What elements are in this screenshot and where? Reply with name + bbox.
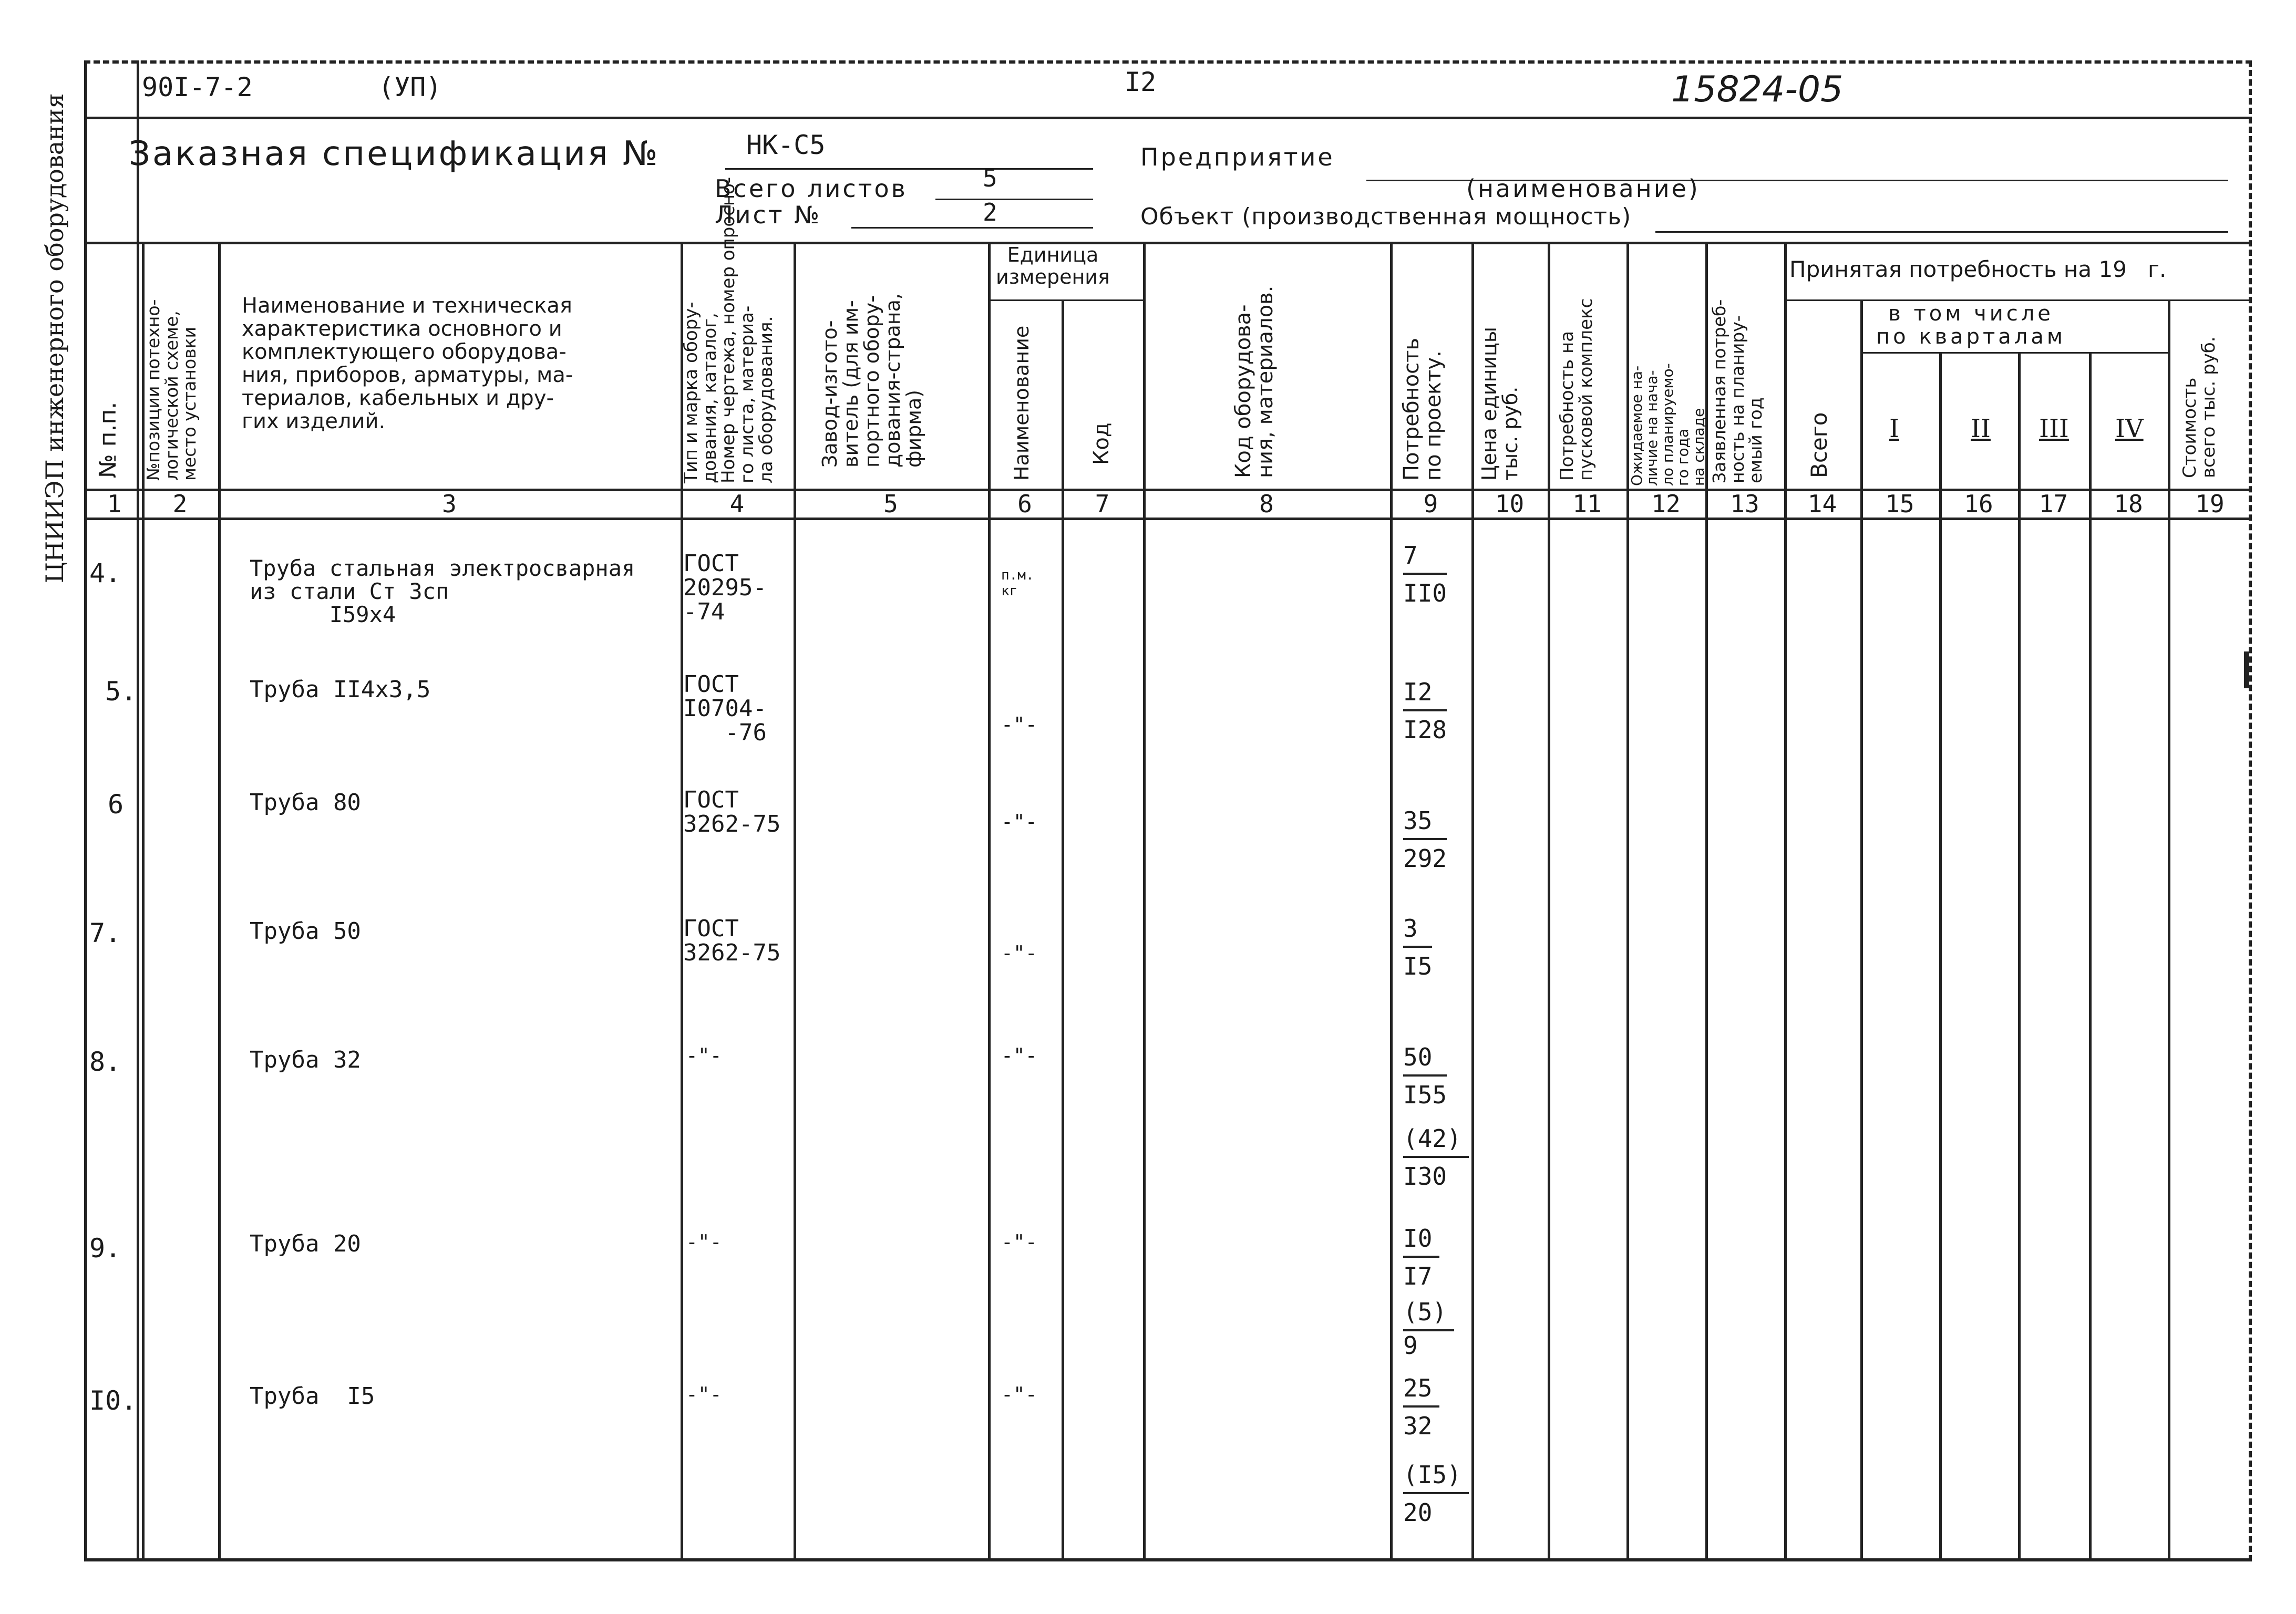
sheet-label: Лист № [715,201,822,229]
row-9-name: Труба 20 [250,1230,361,1257]
row-10-extra-bottom: 20 [1403,1498,1433,1527]
side-stamp: ЦНИИЭП инженерного оборудования [40,93,69,583]
row-10-need-bottom: 32 [1403,1412,1433,1440]
col-number-2: 2 [172,490,188,518]
col-number-5: 5 [883,490,898,518]
row-5-no: 5. [105,676,137,707]
enterprise-label: Предприятие [1140,143,1335,171]
row-10-name: Труба I5 [250,1383,375,1410]
col-header-4: Тип и марка обору- дования, каталог, Номер чертежа, номер опросно- го листа, материа- ла оборудования. [681,177,777,483]
col-number-18: 18 [2114,490,2143,518]
row-10-extra-top: (I5) [1403,1461,1469,1494]
col-number-17: 17 [2038,490,2068,518]
col-header-19: Стоимость всего тыс. руб. [2179,336,2219,478]
row-9-extra-bottom: 9 [1403,1331,1418,1360]
col-number-15: 15 [1885,490,1914,518]
row-7-type: ГОСТ 3262-75 [683,915,781,967]
row-4-no: 4. [89,558,121,588]
row-9-unit: -"- [1001,1230,1037,1254]
row-9-need-top: I0 [1403,1224,1439,1258]
col-number-14: 14 [1807,490,1837,518]
col-number-1: 1 [107,490,122,518]
col-number-6: 6 [1017,490,1032,518]
col-header-12: Ожидаемое на- личие на нача- ло планируемо- го года на складе [1628,363,1707,486]
row-7-no: 7. [89,918,121,948]
row-8-extra-bottom: I30 [1403,1162,1447,1191]
row-7-need-bottom: I5 [1403,952,1433,980]
total-sheets: 5 [983,164,997,192]
row-7-unit: -"- [1001,942,1037,965]
row-4-unit: п.м. кг [1001,567,1034,599]
row-8-need [1403,1043,1447,1109]
row-6-type: ГОСТ 3262-75 [683,787,781,838]
col-header-13: Заявленная потреб- ность на планиру- емый год [1709,299,1766,483]
row-6-name: Труба 80 [250,789,361,816]
sheet-number: 2 [983,198,997,226]
page-frame [84,60,2252,1561]
row-10-need [1403,1374,1439,1440]
col-header-7: Код [1089,422,1114,465]
col-header-1: № п.п. [95,401,121,478]
row-4-name: Труба стальная электросварная из стали Ст 3сп I59x4 [250,555,635,628]
col-number-4: 4 [729,490,745,518]
row-9-need-extra [1403,1298,1454,1360]
spec-number: НК-С5 [746,130,826,160]
row-6-need-bottom: 292 [1403,844,1447,873]
row-5-name: Труба II4x3,5 [250,676,431,703]
row-7-need [1403,914,1432,980]
row-10-type: -"- [686,1383,722,1406]
row-7-name: Труба 50 [250,918,361,945]
col-header-2: №позиции потехно- логической схеме, место установки [143,299,200,481]
col-header-5: Завод-изгото- витель (для им- портного обору- дования-страна, фирма) [818,293,925,468]
row-4-need [1403,541,1447,607]
row-10-need-extra [1403,1461,1469,1527]
row-8-need-bottom: I55 [1403,1081,1447,1109]
col-header-18: IV [2115,414,2144,443]
row-5-type: ГОСТ I0704- -76 [683,671,767,747]
col-number-7: 7 [1095,490,1110,518]
row-7-need-top: 3 [1403,914,1432,948]
col-number-12: 12 [1651,490,1681,518]
registration-number: 15824-05 [1671,69,1844,110]
row-8-need-top: 50 [1403,1043,1447,1077]
col-number-8: 8 [1259,490,1274,518]
col-header-14: Всего [1806,412,1832,478]
row-4-type: ГОСТ 20295- -74 [683,550,767,626]
object-label: Объект (производственная мощность) [1140,203,1632,230]
row-6-need [1403,806,1447,873]
doc-code: 90I-7-2 [142,72,253,102]
col-header-3: Наименование и техническая характеристика основного и комплектующего оборудова- ния, приборов, арматуры, ма- териалов, кабельных и дру- гих изделий. [242,294,573,433]
col-number-11: 11 [1572,490,1602,518]
name-caption: (наименование) [1466,174,1700,203]
row-4-need-bottom: II0 [1403,579,1447,607]
col-header-15: I [1889,414,1899,443]
row-8-extra-top: (42) [1403,1124,1469,1158]
row-6-no: 6 [108,789,124,820]
col-header-16: II [1971,414,1991,443]
col-header-6-group: Единица измерения [996,243,1110,288]
col-header-10: Цена единицы тыс. руб. [1478,327,1522,481]
col-header-9: Потребность по проекту. [1399,337,1446,481]
row-5-unit: -"- [1001,713,1037,736]
row-8-type: -"- [686,1044,722,1067]
row-5-need-bottom: I28 [1403,716,1447,744]
col-header-17: III [2039,414,2069,443]
album-code: (УП) [378,72,442,102]
row-10-no: I0. [89,1385,137,1416]
col-header-14-group: Принятая потребность на 19 г. [1789,256,2167,282]
col-number-9: 9 [1423,490,1438,518]
col-header-6: Наименование [1010,325,1033,481]
edge-mark [2244,651,2249,688]
row-9-need-bottom: I7 [1403,1262,1433,1290]
row-4-need-top: 7 [1403,541,1447,575]
row-9-no: 9. [89,1233,121,1264]
row-5-need [1403,678,1447,744]
row-8-name: Труба 32 [250,1047,361,1073]
page-number: I2 [1125,67,1157,97]
col-number-19: 19 [2195,490,2225,518]
col-number-13: 13 [1730,490,1759,518]
row-5-need-top: I2 [1403,678,1447,711]
row-9-extra-top: (5) [1403,1298,1454,1331]
row-6-unit: -"- [1001,810,1037,833]
total-sheets-label: Всего листов [715,174,908,203]
row-8-need-extra [1403,1124,1469,1191]
row-10-unit: -"- [1001,1383,1037,1406]
row-6-need-top: 35 [1403,806,1447,840]
row-8-unit: -"- [1001,1044,1037,1067]
row-9-need [1403,1224,1439,1290]
col-header-8: Код оборудова- ния, материалов. [1231,285,1278,478]
row-8-no: 8. [89,1047,121,1077]
spec-title: Заказная спецификация № [129,134,660,173]
col-header-11: Потребность на пусковой комплекс [1557,298,1597,481]
col-number-10: 10 [1495,490,1525,518]
quarters-group: в том числе по кварталам [1876,302,2066,349]
row-9-type: -"- [686,1230,722,1254]
col-number-16: 16 [1964,490,1993,518]
col-number-3: 3 [442,490,457,518]
row-10-need-top: 25 [1403,1374,1439,1408]
